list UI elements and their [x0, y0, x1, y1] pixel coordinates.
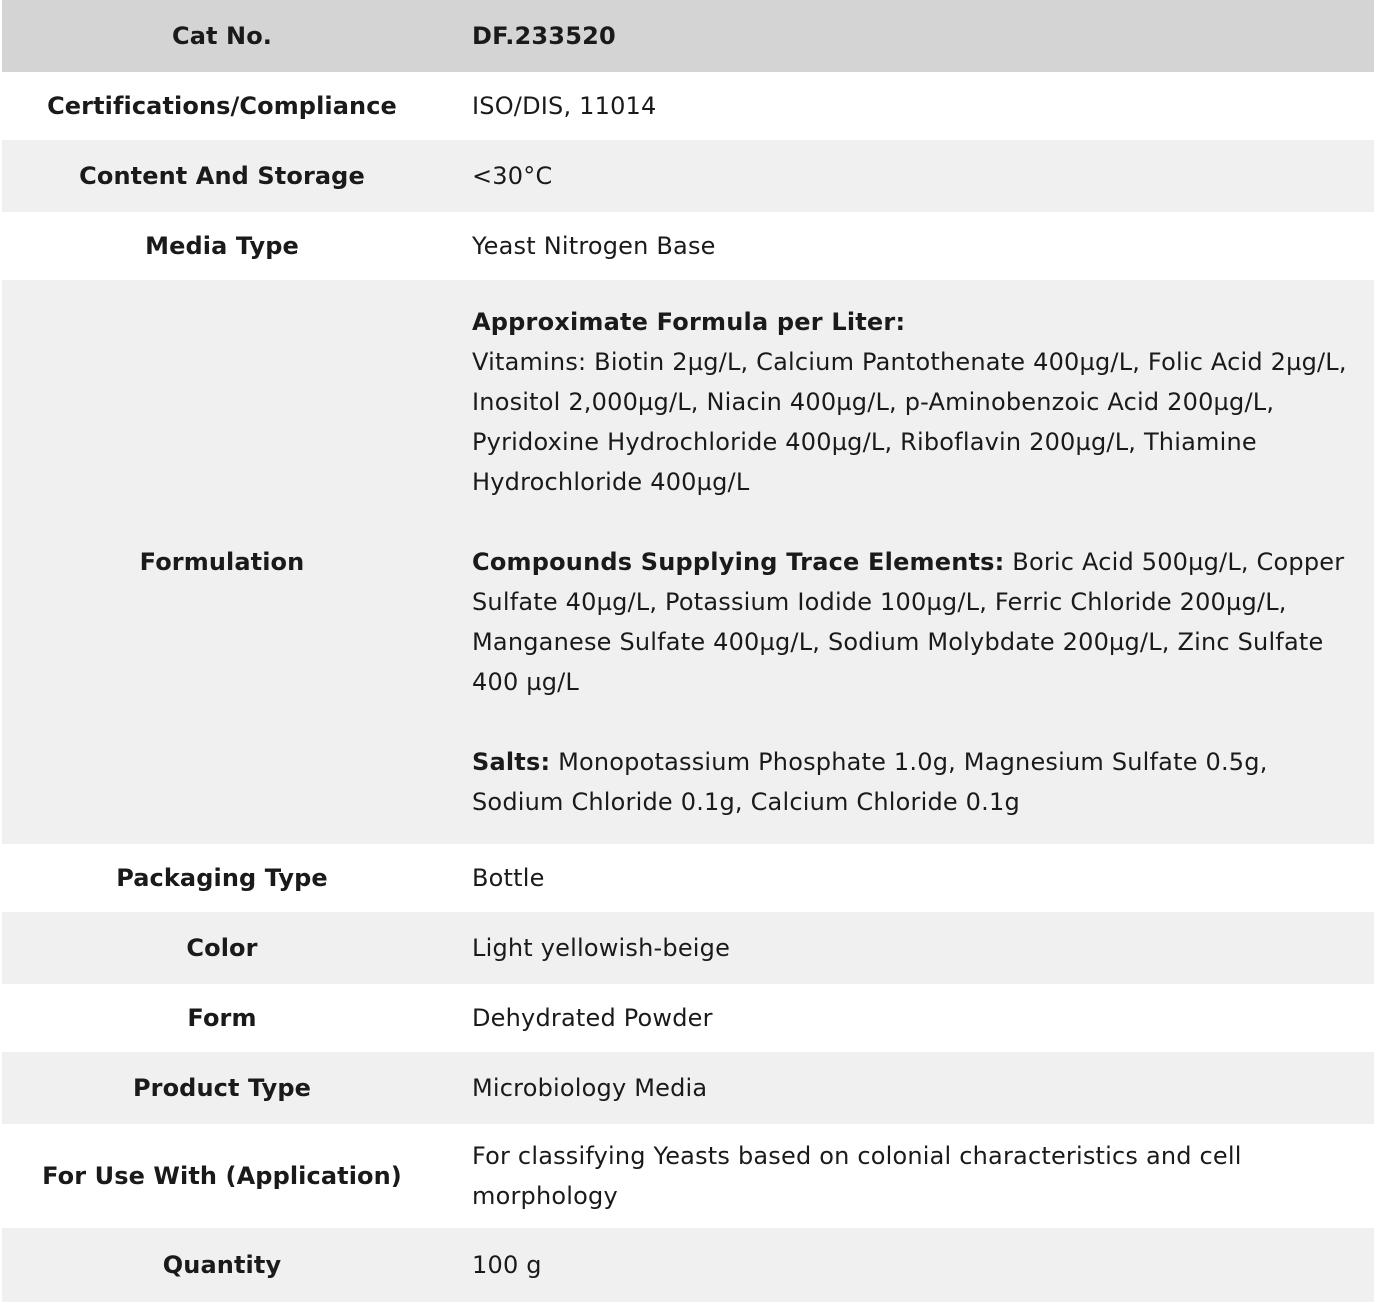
table-row-content-storage	[2, 140, 1374, 212]
row-value: For classifying Yeasts based on colonial characteristics and cell morphology	[472, 1142, 1242, 1210]
trace-elements-paragraph	[472, 542, 1366, 702]
table-row-quantity	[2, 1228, 1374, 1302]
row-label: Color	[186, 934, 258, 962]
row-value: <30°C	[472, 162, 553, 190]
formula-paragraph	[472, 302, 1366, 502]
row-value: 100 g	[472, 1251, 542, 1279]
header-label: Cat No.	[171, 22, 273, 50]
salts-heading: Salts:	[472, 748, 551, 776]
row-label: Quantity	[162, 1251, 282, 1279]
row-value: Yeast Nitrogen Base	[472, 232, 716, 260]
trace-elements-heading: Compounds Supplying Trace Elements:	[472, 548, 1005, 576]
formula-heading: Approximate Formula per Liter:	[472, 308, 906, 336]
table-row-packaging-type	[2, 844, 1374, 912]
row-label: Content And Storage	[79, 162, 365, 190]
row-value-formulation	[442, 302, 1374, 822]
table-row-product-type	[2, 1052, 1374, 1124]
row-label: For Use With (Application)	[42, 1162, 402, 1190]
table-header-row	[2, 0, 1374, 72]
trace-elements-text: Boric Acid 500µg/L, Copper Sulfate 40µg/L, Potassium Iodide 100µg/L, Ferric Chloride 200µg/L, Manganese Sulfate 400µg/L, Sodium Molybdate 200µg/L, Zinc Sulfate 400 µg/L	[472, 548, 1345, 696]
table-row-media-type	[2, 212, 1374, 280]
table-row-certifications	[2, 72, 1374, 140]
row-value: ISO/DIS, 11014	[472, 92, 657, 120]
row-value: Dehydrated Powder	[472, 1004, 713, 1032]
row-label: Formulation	[139, 548, 305, 576]
table-row-application	[2, 1124, 1374, 1228]
salts-text: Monopotassium Phosphate 1.0g, Magnesium Sulfate 0.5g, Sodium Chloride 0.1g, Calcium Chloride 0.1g	[472, 748, 1268, 816]
salts-paragraph	[472, 742, 1366, 822]
row-value: Microbiology Media	[472, 1074, 708, 1102]
row-value: Light yellowish-beige	[472, 934, 731, 962]
table-row-formulation	[2, 280, 1374, 844]
row-value: Bottle	[472, 864, 545, 892]
table-row-color	[2, 912, 1374, 984]
row-label: Packaging Type	[116, 864, 328, 892]
formula-text: Vitamins: Biotin 2µg/L, Calcium Pantothenate 400µg/L, Folic Acid 2µg/L, Inositol 2,000µg/L, Niacin 400µg/L, p-Aminobenzoic Acid 200µg/L, Pyridoxine Hydrochloride 400µg/L, Riboflavin 200µg/L, Thiamine Hydrochloride 400µg/L	[472, 348, 1347, 496]
row-label: Certifications/Compliance	[47, 92, 397, 120]
table-row-form	[2, 984, 1374, 1052]
header-value: DF.233520	[472, 22, 616, 50]
row-label: Media Type	[145, 232, 299, 260]
row-label: Product Type	[132, 1074, 312, 1102]
row-label: Form	[187, 1004, 257, 1032]
specification-table	[2, 0, 1374, 1302]
